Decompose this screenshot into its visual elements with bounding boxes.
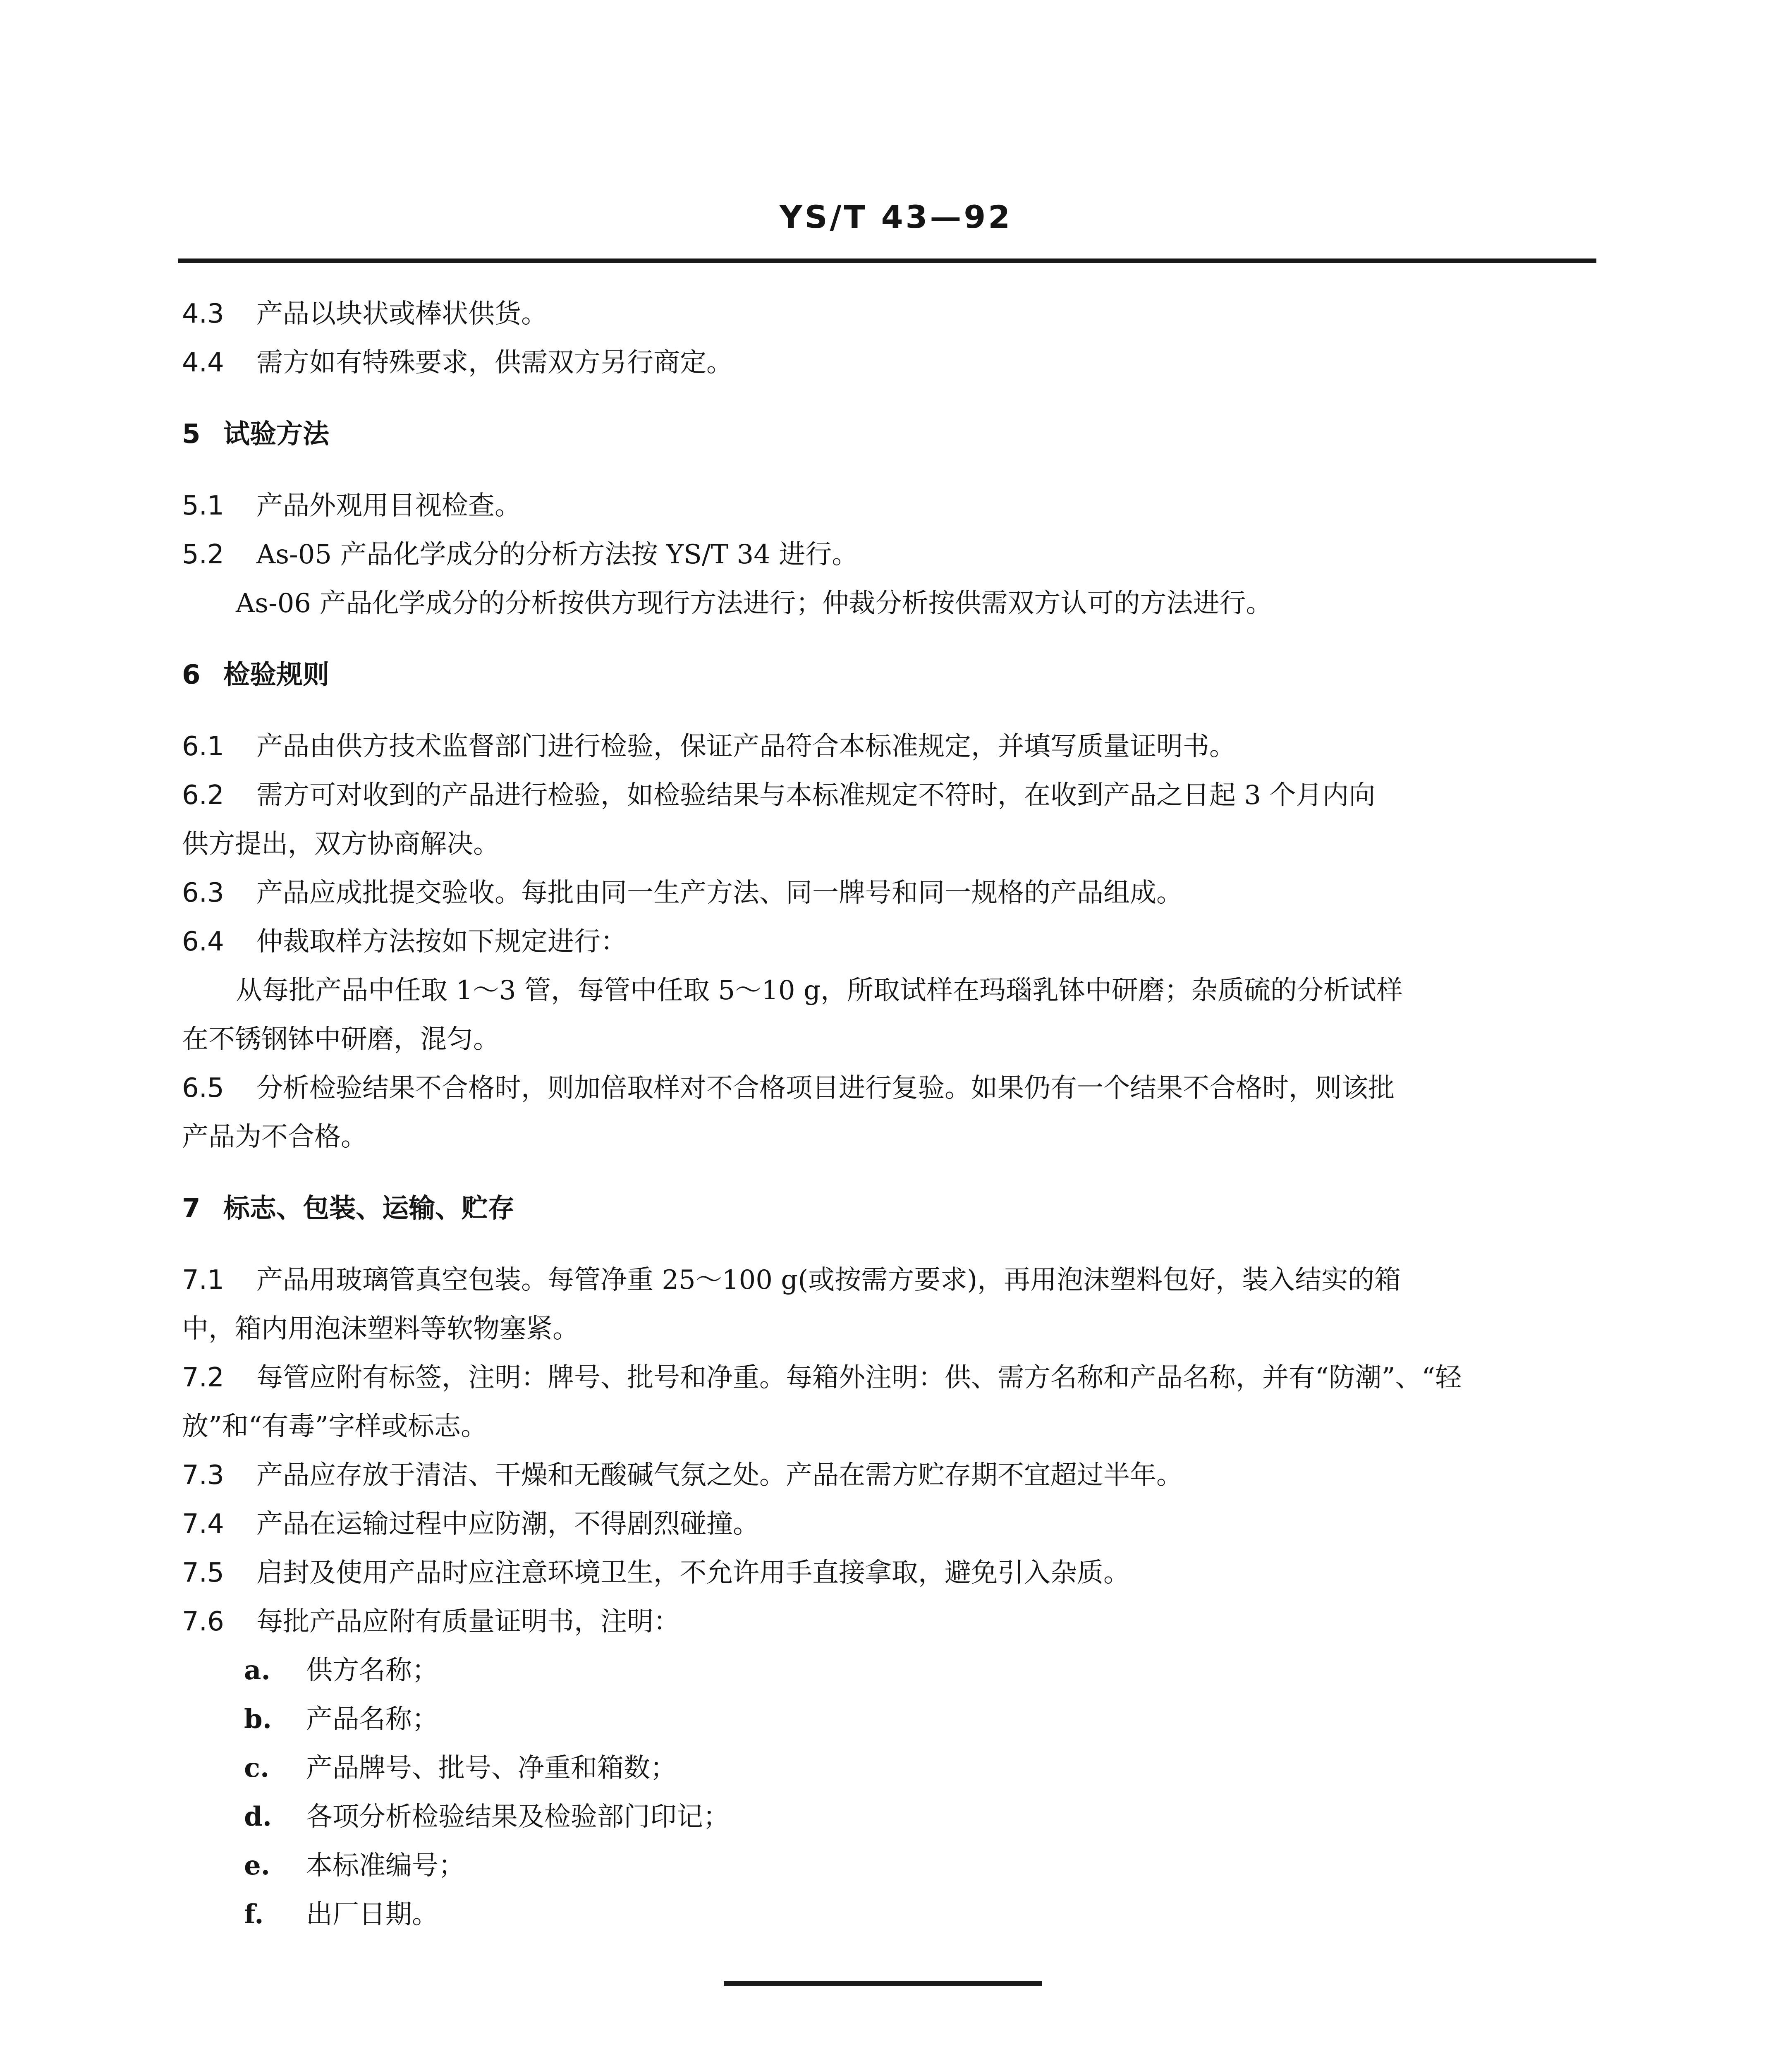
clause-text: 产品以块状或棒状供货。 xyxy=(256,299,548,329)
clause-number: 6.4 xyxy=(182,926,224,957)
clause-7-1-continuation: 中，箱内用泡沫塑料等软物塞紧。 xyxy=(182,1314,579,1344)
section-number: 6 xyxy=(182,660,201,690)
sampling-rule-line-1: 从每批产品中任取 1～3 管，每管中任取 5～10 g，所取试样在玛瑙乳钵中研磨；杂质硫的分析试样 xyxy=(236,975,1403,1006)
clause-number: 7.4 xyxy=(182,1509,224,1539)
sampling-rule-line-2: 在不锈钢钵中研磨，混匀。 xyxy=(182,1024,500,1055)
list-label: a. xyxy=(244,1655,270,1686)
clause-number: 5.1 xyxy=(182,491,224,521)
clause-text: As-05 产品化学成分的分析方法按 YS/T 34 进行。 xyxy=(256,539,859,570)
clause-number: 6.3 xyxy=(182,878,224,908)
clause-7-6 xyxy=(182,1597,1596,1646)
list-text: 产品名称； xyxy=(306,1704,438,1735)
list-text: 各项分析检验结果及检验部门印记； xyxy=(306,1802,730,1832)
section-title: 检验规则 xyxy=(223,660,329,690)
section-number: 7 xyxy=(182,1193,201,1224)
clause-7-2 xyxy=(182,1353,1596,1402)
list-item-c xyxy=(182,1744,1596,1793)
clause-number: 5.2 xyxy=(182,539,224,570)
clause-6-3 xyxy=(182,869,1596,917)
clause-text: 产品用玻璃管真空包装。每管净重 25～100 g(或按需方要求)，再用泡沫塑料包好，装入结实的箱 xyxy=(256,1265,1401,1295)
clause-4-4 xyxy=(182,338,1596,387)
clause-number: 6.5 xyxy=(182,1073,224,1103)
list-item-f xyxy=(182,1890,1596,1939)
clause-text: 仲裁取样方法按如下规定进行： xyxy=(256,926,627,957)
clause-number: 4.4 xyxy=(182,347,224,378)
clause-text: 产品由供方技术监督部门进行检验，保证产品符合本标准规定，并填写质量证明书。 xyxy=(256,731,1236,762)
section-5-heading xyxy=(182,410,1596,459)
end-of-document-rule xyxy=(724,1981,1042,1986)
list-label: e. xyxy=(244,1850,270,1881)
document-body xyxy=(182,290,1596,1939)
clause-number: 4.3 xyxy=(182,299,224,329)
clause-number: 7.6 xyxy=(182,1606,224,1637)
clause-5-2 xyxy=(182,530,1596,579)
clause-number: 7.2 xyxy=(182,1362,224,1393)
header-rule xyxy=(178,258,1596,263)
clause-7-2-continuation: 放”和“有毒”字样或标志。 xyxy=(182,1411,488,1442)
clause-7-3 xyxy=(182,1451,1596,1500)
clause-5-2-continuation: As-06 产品化学成分的分析按供方现行方法进行；仲裁分析按供需双方认可的方法进行。 xyxy=(236,588,1273,619)
page-header-code: YS/T 43—92 xyxy=(779,199,1013,235)
list-text: 产品牌号、批号、净重和箱数； xyxy=(306,1753,677,1783)
clause-6-4 xyxy=(182,917,1596,966)
section-title: 试验方法 xyxy=(223,419,329,450)
list-item-a xyxy=(182,1646,1596,1695)
clause-number: 7.1 xyxy=(182,1265,224,1295)
list-item-d xyxy=(182,1793,1596,1841)
clause-5-1 xyxy=(182,481,1596,530)
clause-text: 启封及使用产品时应注意环境卫生，不允许用手直接拿取，避免引入杂质。 xyxy=(256,1558,1130,1588)
clause-text: 分析检验结果不合格时，则加倍取样对不合格项目进行复验。如果仍有一个结果不合格时，则该批 xyxy=(256,1073,1395,1103)
list-label: b. xyxy=(244,1704,272,1735)
clause-text: 产品外观用目视检查。 xyxy=(256,491,521,521)
list-text: 本标准编号； xyxy=(306,1850,465,1881)
clause-6-2-continuation: 供方提出，双方协商解决。 xyxy=(182,829,500,859)
clause-number: 6.1 xyxy=(182,731,224,762)
clause-6-1 xyxy=(182,722,1596,771)
clause-text: 产品应成批提交验收。每批由同一生产方法、同一牌号和同一规格的产品组成。 xyxy=(256,878,1183,908)
clause-7-5 xyxy=(182,1549,1596,1597)
clause-text: 产品在运输过程中应防潮，不得剧烈碰撞。 xyxy=(256,1509,759,1539)
clause-6-2 xyxy=(182,771,1596,820)
list-item-b xyxy=(182,1695,1596,1744)
list-text: 供方名称； xyxy=(306,1655,438,1686)
clause-number: 7.5 xyxy=(182,1558,224,1588)
section-6-heading xyxy=(182,651,1596,699)
clause-text: 产品应存放于清洁、干燥和无酸碱气氛之处。产品在需方贮存期不宜超过半年。 xyxy=(256,1460,1183,1491)
list-item-e xyxy=(182,1841,1596,1890)
clause-number: 7.3 xyxy=(182,1460,224,1491)
clause-text: 每管应附有标签，注明：牌号、批号和净重。每箱外注明：供、需方名称和产品名称，并有“防潮”、“轻 xyxy=(256,1362,1462,1393)
section-number: 5 xyxy=(182,419,201,450)
clause-6-5-continuation: 产品为不合格。 xyxy=(182,1122,367,1152)
section-7-heading xyxy=(182,1184,1596,1233)
clause-7-4 xyxy=(182,1500,1596,1549)
section-title: 标志、包装、运输、贮存 xyxy=(223,1193,514,1224)
clause-6-5 xyxy=(182,1064,1596,1113)
clause-text: 需方如有特殊要求，供需双方另行商定。 xyxy=(256,347,733,378)
list-text: 出厂日期。 xyxy=(306,1899,438,1930)
list-label: f. xyxy=(244,1899,264,1930)
clause-7-1 xyxy=(182,1256,1596,1304)
clause-text: 每批产品应附有质量证明书，注明： xyxy=(256,1606,680,1637)
clause-4-3 xyxy=(182,290,1596,338)
list-label: d. xyxy=(244,1801,272,1832)
clause-number: 6.2 xyxy=(182,780,224,811)
list-label: c. xyxy=(244,1752,270,1783)
clause-text: 需方可对收到的产品进行检验，如检验结果与本标准规定不符时，在收到产品之日起 3 个月内向 xyxy=(256,780,1376,811)
